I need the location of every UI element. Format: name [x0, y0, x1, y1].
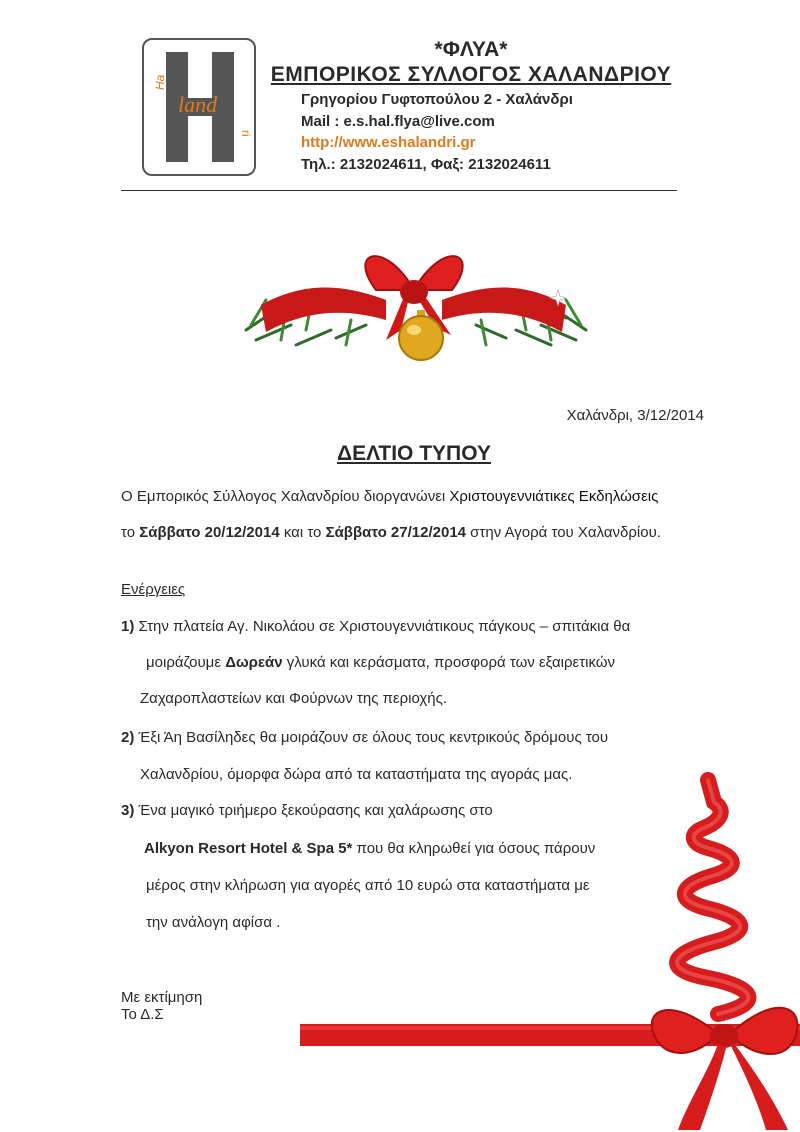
org-name: ΕΜΠΟΡΙΚΟΣ ΣΥΛΛΟΓΟΣ ΧΑΛΑΝΔΡΙΟΥ [270, 63, 672, 86]
intro-line-1 [121, 487, 658, 507]
mail-label: Mail : [301, 113, 344, 130]
event-date-1: Σάββατο 20/12/2014 [139, 524, 280, 541]
website-link[interactable]: http://www.eshalandri.gr [301, 134, 476, 151]
org-title: *ΦΛΥΑ* [434, 38, 508, 61]
item-number: 1) [121, 618, 135, 635]
item-number: 3) [121, 802, 135, 819]
item-text: Στην πλατεία Αγ. Νικολάου σε Χριστουγεννιάτικους πάγκους – σπιτάκια θα [134, 618, 631, 635]
logo-ha-text: Ha [153, 74, 167, 90]
intro-text: και το [279, 524, 326, 541]
list-item-cont: Ζαχαροπλαστείων και Φούρνων της περιοχής. [140, 690, 448, 707]
page-title: ΔΕΛΤΙΟ ΤΥΠΟΥ [337, 442, 491, 465]
address: Γρηγορίου Γυφτοπούλου 2 - Χαλάνδρι [301, 91, 573, 108]
list-item [121, 728, 608, 748]
intro-text: Ο Εμπορικός Σύλλογος Χαλανδρίου διοργανώνει [121, 488, 450, 505]
intro-text: το [121, 524, 140, 541]
list-item-cont: μέρος στην κλήρωση για αγορές από 10 ευρώ στα καταστήματα με [146, 877, 590, 894]
list-item [121, 617, 630, 637]
mail-link[interactable]: e.s.hal.flya@live.com [343, 113, 495, 130]
intro-events: Χριστουγεννιάτικες Εκδηλώσεις [449, 488, 659, 505]
list-item-cont [146, 653, 615, 673]
document-date: Χαλάνδρι, 3/12/2014 [566, 407, 704, 424]
item-text: που θα κληρωθεί για όσους πάρουν [352, 840, 596, 857]
intro-line-2 [121, 523, 661, 543]
intro-text: στην Αγορά του Χαλανδρίου. [466, 524, 661, 541]
hotel-name: Alkyon Resort Hotel & Spa 5* [144, 840, 353, 857]
list-item-cont [144, 839, 595, 859]
signature: Το Δ.Σ [121, 1006, 164, 1023]
phone-fax: Τηλ.: 2132024611, Φαξ: 2132024611 [301, 156, 551, 173]
list-item-cont: Χαλανδρίου, όμορφα δώρα από τα καταστήματα της αγοράς μας. [140, 766, 573, 783]
haland-h-logo [142, 38, 256, 176]
logo-ri-text: ri [239, 130, 253, 137]
red-bow-icon [652, 1008, 798, 1130]
list-item-cont: την ανάλογη αφίσα . [146, 914, 281, 931]
item-emphasis: Δωρεάν [225, 654, 283, 671]
mail-line [301, 112, 495, 132]
item-number: 2) [121, 729, 135, 746]
christmas-garland-icon [236, 230, 592, 380]
ribbon-christmas-tree-icon [648, 772, 800, 1132]
item-text: μοιράζουμε [146, 654, 226, 671]
logo-land-text: land [178, 92, 218, 117]
event-date-2: Σάββατο 27/12/2014 [325, 524, 466, 541]
header-divider [121, 190, 677, 191]
actions-heading: Ενέργειες [121, 581, 186, 598]
item-text: γλυκά και κεράσματα, προσφορά των εξαιρετικών [282, 654, 615, 671]
list-item [121, 801, 493, 821]
item-text: Ένα μαγικό τριήμερο ξεκούρασης και χαλάρωσης στο [134, 802, 493, 819]
closing-line: Με εκτίμηση [121, 989, 203, 1006]
item-text: Έξι Άη Βασίληδες θα μοιράζουν σε όλους τους κεντρικούς δρόμους του [134, 729, 609, 746]
